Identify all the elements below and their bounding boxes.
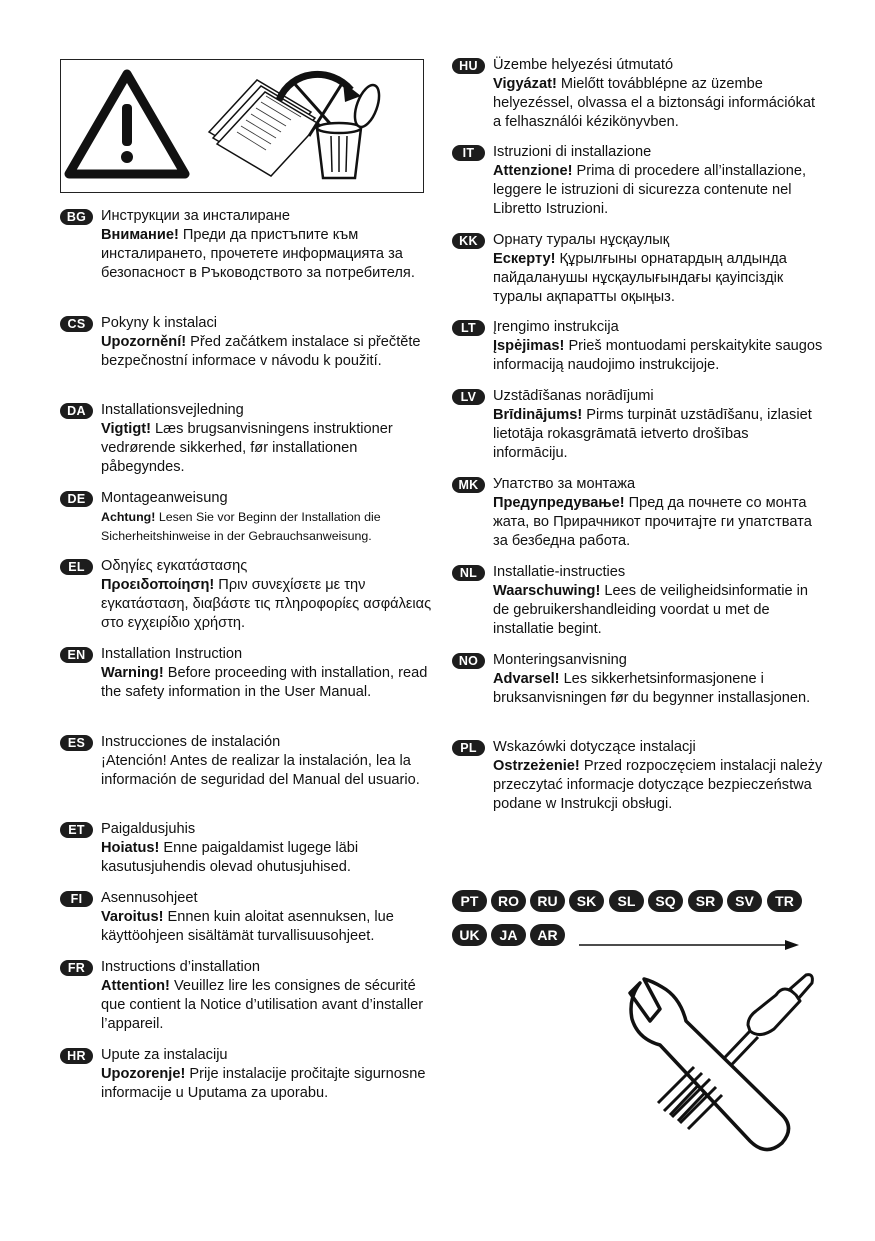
instruction-hr — [60, 1046, 432, 1103]
language-badge: DE — [60, 491, 93, 507]
entry-title: Pokyny k instalaci — [101, 315, 217, 331]
entry-title: Montageanweisung — [101, 490, 228, 506]
warning-label: Vigtigt! — [101, 421, 151, 437]
entry-body: Құрылғыны орнатардың алдында пайдаланушы нұсқаулығындағы қауіпсіздік туралы ақпаратты оқыңыз. — [493, 251, 787, 305]
language-badge: MK — [452, 477, 485, 493]
instruction-lv — [452, 387, 824, 463]
instruction-mk — [452, 475, 824, 551]
entry-body: Prima di procedere all’installazione, leggere le istruzioni di sicurezza contenute nel Libretto Istruzioni. — [493, 163, 807, 217]
entry-title: Paigaldusjuhis — [101, 821, 196, 837]
warning-label: Warning! — [101, 665, 164, 681]
warning-label: Įspėjimas! — [493, 338, 565, 354]
entry-title: Упатство за монтажа — [493, 476, 636, 492]
entry-body: Před začátkem instalace si přečtěte bezpečnostní informace v návodu k použití. — [101, 334, 421, 369]
entry-title: Instrucciones de instalación — [101, 734, 281, 750]
warning-label: Внимание! — [101, 227, 179, 243]
warning-label: Hoiatus! — [101, 840, 160, 856]
entry-title: Installatie-instructies — [493, 564, 626, 580]
entry-body: Ennen kuin aloitat asennuksen, lue käyttöohjeen sisältämät turvallisuusohjeet. — [101, 909, 394, 944]
language-badge: NL — [452, 565, 485, 581]
entry-title: Инструкции за инсталиране — [101, 208, 290, 224]
warning-triangle-icon — [61, 60, 423, 192]
entry-title: Installation Instruction — [101, 646, 243, 662]
entry-body: Læs brugsanvisningens instruktioner vedrørende sikkerhed, før installationen påbegyndes. — [101, 421, 393, 475]
entry-body: Les sikkerhetsinformasjonene i bruksanvisningen før du begynner installasjonen. — [493, 671, 811, 706]
language-badge: EL — [60, 559, 93, 575]
language-badge: ES — [60, 735, 93, 751]
warning-label: Achtung! — [101, 510, 156, 524]
language-badge: CS — [60, 316, 93, 332]
language-badge: SV — [727, 890, 762, 912]
entry-body: Пред да почнете со монта жата, во Прирачникот прочитајте ги упатствата за безбедна работа. — [493, 495, 812, 549]
language-badge: KK — [452, 233, 485, 249]
language-badge: LV — [452, 389, 485, 405]
instruction-pl — [452, 738, 824, 814]
warning-label: Ostrzeżenie! — [493, 758, 580, 774]
language-badge: HU — [452, 58, 485, 74]
entry-body: Przed rozpoczęciem instalacji należy przeczytać informacje dotyczące bezpieczeństwa podane w Instrukcji obsługi. — [493, 758, 823, 812]
language-badge: LT — [452, 320, 485, 336]
language-badge: HR — [60, 1048, 93, 1064]
language-badge: PT — [452, 890, 487, 912]
language-badge: RU — [530, 890, 565, 912]
entry-body: Преди да пристъпите към инсталирането, прочетете информацията за безопасност в Ръководството за потребителя. — [101, 227, 415, 281]
entry-title: Upute za instalaciju — [101, 1047, 228, 1063]
warning-label: Предупредување! — [493, 495, 625, 511]
instruction-et — [60, 820, 432, 877]
warning-label: Attention! — [101, 978, 170, 994]
warning-label: Advarsel! — [493, 671, 560, 687]
instruction-kk — [452, 231, 824, 307]
entry-title: Οδηγίες εγκατάστασης — [101, 558, 248, 574]
arrow-right-icon — [579, 939, 801, 951]
language-badge: EN — [60, 647, 93, 663]
instruction-lt — [452, 318, 824, 375]
entry-title: Wskazówki dotyczące instalacji — [493, 739, 696, 755]
warning-label: Brīdinājums! — [493, 407, 583, 423]
warning-label: Upozornění! — [101, 334, 187, 350]
warning-illustration — [60, 59, 424, 193]
instruction-el — [60, 557, 432, 633]
entry-body: Πριν συνεχίσετε με την εγκατάσταση, διαβάστε τις πληροφορίες ασφάλειας στο εγχειρίδιο χρήστη. — [101, 577, 432, 631]
instruction-no — [452, 651, 824, 708]
language-badge: FR — [60, 960, 93, 976]
entry-body: Veuillez lire les consignes de sécurité que contient la Notice d’utilisation avant d’installer l’appareil. — [101, 978, 424, 1032]
instruction-es — [60, 733, 432, 790]
instruction-nl — [452, 563, 824, 639]
language-badge: DA — [60, 403, 93, 419]
entry-title: Instructions d’installation — [101, 959, 260, 975]
instruction-fi — [60, 889, 432, 946]
warning-label: Attenzione! — [493, 163, 573, 179]
language-badge: IT — [452, 145, 485, 161]
language-badge: SQ — [648, 890, 683, 912]
language-badge: SR — [688, 890, 723, 912]
entry-body: Enne paigaldamist lugege läbi kasutusjuhendis olevad ohutusjuhised. — [101, 840, 359, 875]
entry-body: Prije instalacije pročitajte sigurnosne informacije u Uputama za uporabu. — [101, 1066, 426, 1101]
language-badge: RO — [491, 890, 526, 912]
instruction-cs — [60, 314, 432, 371]
entry-title: Üzembe helyezési útmutató — [493, 57, 674, 73]
warning-label: Waarschuwing! — [493, 583, 601, 599]
language-badge: FI — [60, 891, 93, 907]
instruction-bg — [60, 207, 432, 283]
language-badge: UK — [452, 924, 487, 946]
entry-title: Installationsvejledning — [101, 402, 244, 418]
language-badge: BG — [60, 209, 93, 225]
entry-body: ¡Atención! Antes de realizar la instalación, lea la información de seguridad del Manual del usuario. — [101, 753, 420, 788]
manual-discard-icon — [209, 74, 384, 178]
instruction-da — [60, 401, 432, 477]
instruction-it — [452, 143, 824, 219]
entry-body: Mielőtt továbblépne az üzembe helyezéssel, olvassa el a biztonsági információkat a felhasználói kézikönyvben. — [493, 76, 816, 130]
entry-title: Uzstādīšanas norādījumi — [493, 388, 654, 404]
language-badge: ET — [60, 822, 93, 838]
language-badge: JA — [491, 924, 526, 946]
entry-title: Įrengimo instrukcija — [493, 319, 619, 335]
warning-label: Varoitus! — [101, 909, 164, 925]
entry-body: Before proceeding with installation, read the safety information in the User Manual. — [101, 665, 428, 700]
entry-body: Prieš montuodami perskaitykite saugos informaciją naudojimo instrukcijoje. — [493, 338, 823, 373]
language-badge: TR — [767, 890, 802, 912]
language-badge: SK — [569, 890, 604, 912]
wrench-screwdriver-icon — [600, 965, 820, 1165]
language-badge: AR — [530, 924, 565, 946]
warning-label: Upozorenje! — [101, 1066, 186, 1082]
language-badge: NO — [452, 653, 485, 669]
entry-title: Istruzioni di installazione — [493, 144, 652, 160]
instruction-en — [60, 645, 432, 702]
entry-body: Lesen Sie vor Beginn der Installation die Sicherheitshinweise in der Gebrauchsanweisung. — [101, 510, 381, 543]
language-badge: SL — [609, 890, 644, 912]
entry-title: Asennusohjeet — [101, 890, 198, 906]
instruction-fr — [60, 958, 432, 1034]
entry-title: Monteringsanvisning — [493, 652, 627, 668]
instruction-hu — [452, 56, 824, 132]
entry-body: Lees de veiligheidsinformatie in de gebruikershandleiding voordat u met de installatie begint. — [493, 583, 808, 637]
warning-label: Ескерту! — [493, 251, 556, 267]
instruction-de — [60, 489, 432, 546]
warning-label: Vigyázat! — [493, 76, 557, 92]
entry-title: Орнату туралы нұсқаулық — [493, 232, 670, 248]
language-badge: PL — [452, 740, 485, 756]
entry-body: Pirms turpināt uzstādīšanu, izlasiet lietotāja rokasgrāmatā ietverto drošības informāciju. — [493, 407, 812, 461]
warning-label: Προειδοποίηση! — [101, 577, 215, 593]
